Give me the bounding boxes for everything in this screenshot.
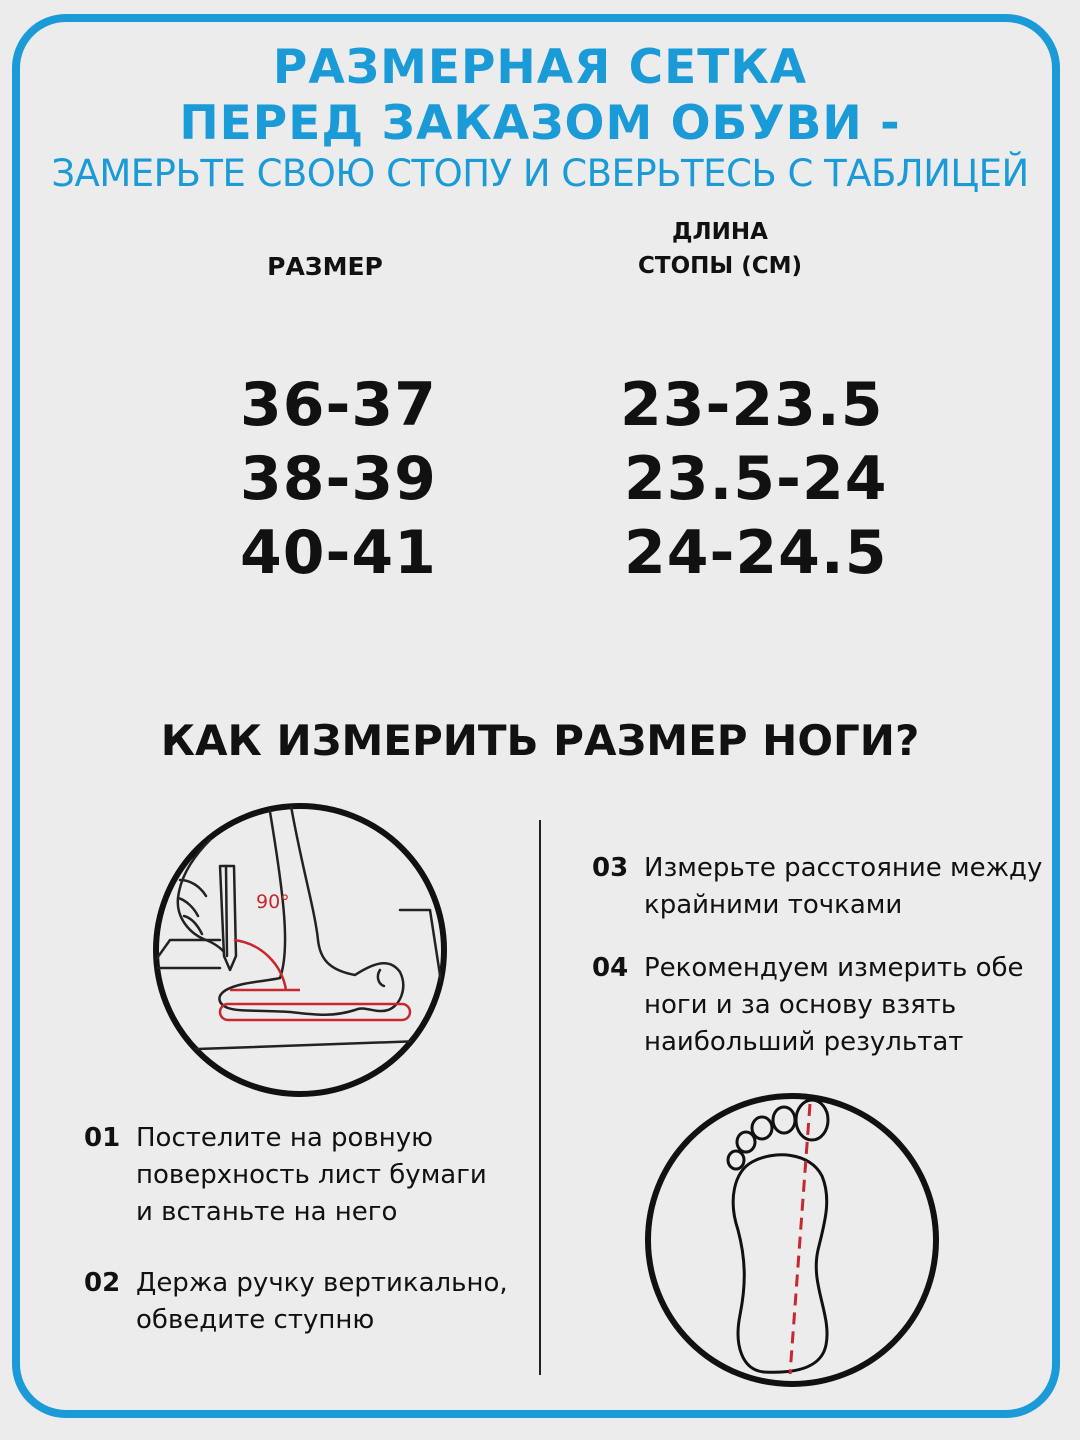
- foot-side-icon: [150, 800, 450, 1100]
- size-value: 36-37: [240, 370, 437, 440]
- step-text: [136, 1265, 508, 1339]
- length-value: 23-23.5: [620, 370, 884, 440]
- step-text: [644, 950, 1024, 1061]
- length-value: 23.5-24: [624, 444, 888, 514]
- size-column: [240, 368, 440, 590]
- step-line: и встаньте на него: [136, 1197, 398, 1227]
- step-text: [136, 1120, 487, 1231]
- step-number: 04: [592, 953, 629, 983]
- length-value: 24-24.5: [624, 518, 888, 588]
- step-line: ноги и за основу взять: [644, 990, 957, 1020]
- header-instruction: ЗАМЕРЬТЕ СВОЮ СТОПУ И СВЕРЬТЕСЬ С ТАБЛИЦЕЙ: [51, 152, 1029, 195]
- step-line: наибольший результат: [644, 1027, 964, 1057]
- step-line: крайними точками: [644, 890, 903, 920]
- step-number: 02: [84, 1268, 121, 1298]
- size-value: 40-41: [240, 518, 437, 588]
- header-subtitle: ПЕРЕД ЗАКАЗОМ ОБУВИ -: [179, 96, 901, 151]
- length-column: [620, 368, 888, 590]
- step-line: Держа ручку вертикально,: [136, 1268, 508, 1298]
- step-text: [644, 850, 1042, 924]
- step-line: Измерьте расстояние между: [644, 853, 1043, 883]
- header-title: РАЗМЕРНАЯ СЕТКА: [272, 40, 808, 95]
- angle-label: 90°: [256, 891, 290, 913]
- step-number: 03: [592, 853, 629, 883]
- step-line: обведите ступню: [136, 1305, 375, 1335]
- step-line: поверхность лист бумаги: [136, 1160, 487, 1190]
- step-line: Постелите на ровную: [136, 1123, 434, 1153]
- foot-outline-icon: [642, 1090, 942, 1390]
- how-to-title: КАК ИЗМЕРИТЬ РАЗМЕР НОГИ?: [160, 716, 920, 765]
- size-value: 38-39: [240, 444, 437, 514]
- column-header-length-line1: ДЛИНА: [672, 219, 768, 245]
- column-header-length: [600, 215, 840, 283]
- column-divider: [539, 820, 541, 1375]
- column-header-length-line2: СТОПЫ (СМ): [638, 253, 802, 279]
- step-number: 01: [84, 1123, 121, 1153]
- step-line: Рекомендуем измерить обе: [644, 953, 1024, 983]
- column-header-size: РАЗМЕР: [267, 252, 383, 281]
